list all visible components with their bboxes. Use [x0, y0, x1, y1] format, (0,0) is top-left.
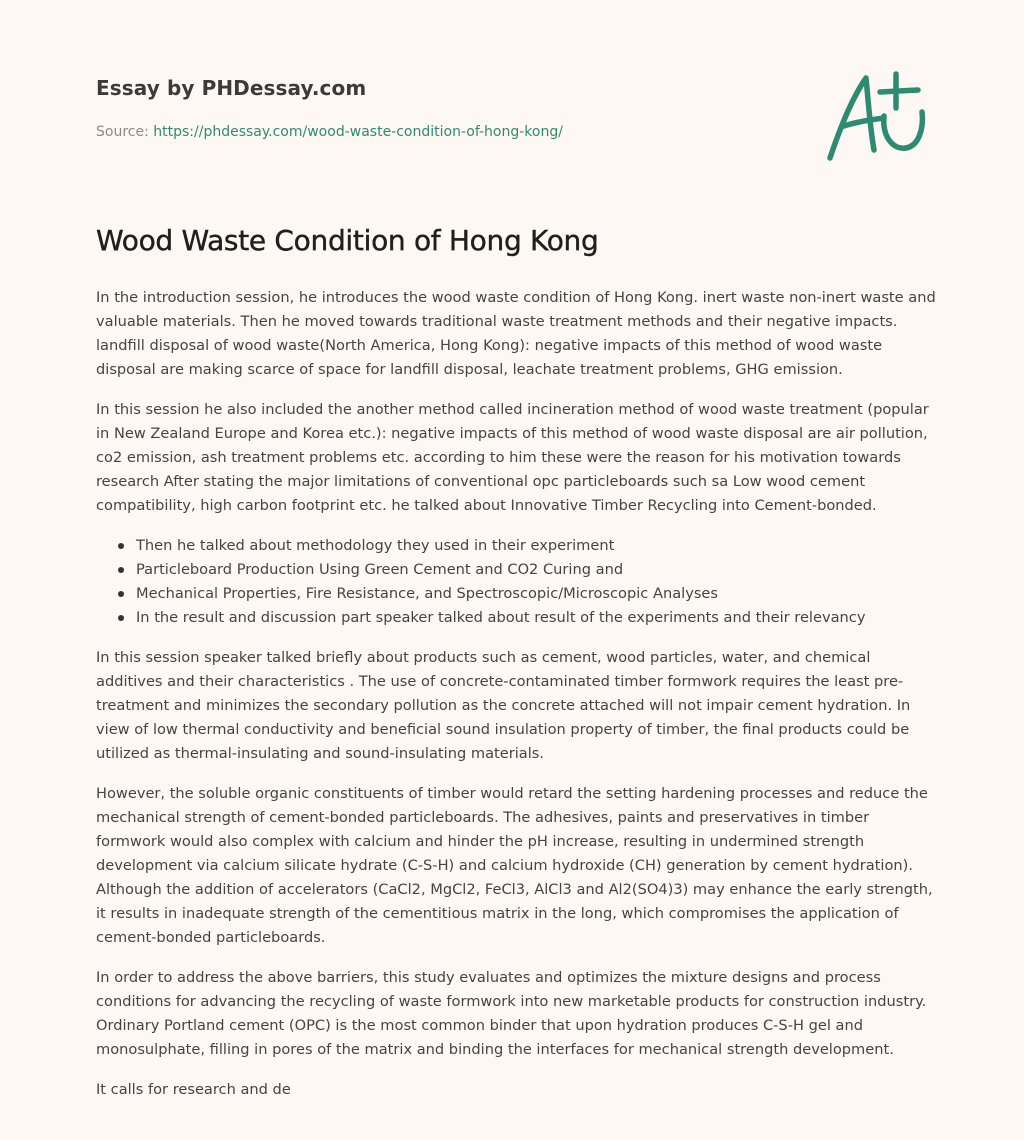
essay-paragraph: It calls for research and de: [96, 1081, 291, 1098]
source-line: [96, 124, 563, 140]
list-item: Mechanical Properties, Fire Resistance, and Spectroscopic/Microscopic Analyses: [136, 582, 936, 606]
bullet-list: [96, 534, 936, 630]
essay-paragraph: In the introduction session, he introduces the wood waste condition of Hong Kong. inert waste non-inert waste and valuable materials. Then he moved towards traditional waste treatment methods and their negative impacts. landfill disposal of wood waste(North America, Hong Kong): negative impacts of this method of wood waste disposal are making scarce of space for landfill disposal, leachate treatment problems, GHG emission.: [96, 289, 936, 378]
essay-title: Wood Waste Condition of Hong Kong: [96, 224, 599, 257]
source-link[interactable]: https://phdessay.com/wood-waste-condition-of-hong-kong/: [153, 124, 563, 140]
list-item: Particleboard Production Using Green Cement and CO2 Curing and: [136, 558, 936, 582]
essay-paragraph: In this session speaker talked briefly about products such as cement, wood particles, water, and chemical additives and their characteristics . The use of concrete-contaminated timber formwork requires the least pre-treatment and minimizes the secondary pollution as the concrete attached will not impair cement hydration. In view of low thermal conductivity and beneficial sound insulation property of timber, the final products could be utilized as thermal-insulating and sound-insulating materials.: [96, 649, 911, 762]
source-label: Source:: [96, 124, 154, 140]
site-brand: Essay by PHDessay.com: [96, 76, 367, 100]
essay-paragraph: However, the soluble organic constituents of timber would retard the setting hardening processes and reduce the mechanical strength of cement-bonded particleboards. The adhesives, paints and preservatives in timber formwork would also complex with calcium and hinder the pH increase, resulting in undermined strength development via calcium silicate hydrate (C-S-H) and calcium hydroxide (CH) generation by cement hydration). Although the addition of accelerators (CaCl2, MgCl2, FeCl3, AlCl3 and Al2(SO4)3) may enhance the early strength, it results in inadequate strength of the cementitious matrix in the long, which compromises the application of cement-bonded particleboards.: [96, 785, 933, 946]
essay-paragraph: In this session he also included the another method called incineration method of wood waste treatment (popular in New Zealand Europe and Korea etc.): negative impacts of this method of wood waste disposal are air pollution, co2 emission, ash treatment problems etc. according to him these were the reason for his motivation towards research After stating the major limitations of conventional opc particleboards such sa Low wood cement compatibility, high carbon footprint etc. he talked about Innovative Timber Recycling into Cement-bonded.: [96, 401, 929, 514]
essay-body: [96, 286, 936, 1118]
a-plus-logo-icon: [822, 68, 932, 168]
list-item: In the result and discussion part speaker talked about result of the experiments and their relevancy: [136, 606, 936, 630]
essay-paragraph: In order to address the above barriers, this study evaluates and optimizes the mixture designs and process conditions for advancing the recycling of waste formwork into new marketable products for construction industry. Ordinary Portland cement (OPC) is the most common binder that upon hydration produces C-S-H gel and monosulphate, filling in pores of the matrix and binding the interfaces for mechanical strength development.: [96, 969, 927, 1058]
list-item: Then he talked about methodology they used in their experiment: [136, 534, 936, 558]
